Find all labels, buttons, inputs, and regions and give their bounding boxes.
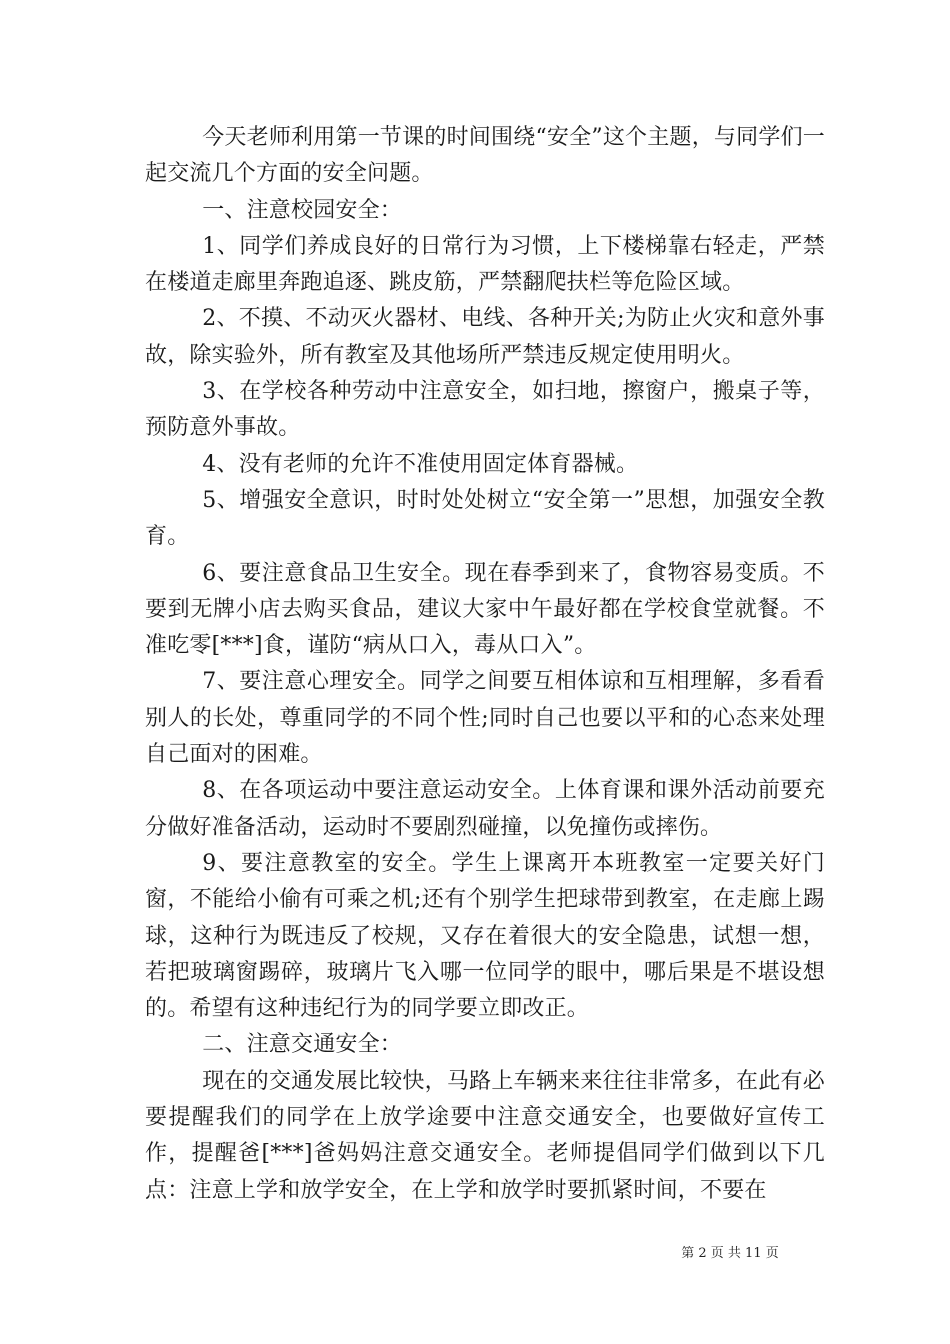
document-body bbox=[145, 120, 825, 1209]
paragraph-item-4: 4、没有老师的允许不准使用固定体育器械。 bbox=[202, 451, 639, 477]
section-heading-campus-safety: 一、注意校园安全： bbox=[202, 197, 402, 223]
paragraph-item-5: 5、增强安全意识，时时处处树立“安全第一”思想，加强安全教育。 bbox=[145, 487, 825, 550]
paragraph-item-8: 8、在各项运动中要注意运动安全。上体育课和课外活动前要充分做好准备活动，运动时不要剧烈碰撞，以免撞伤或摔伤。 bbox=[145, 778, 825, 840]
paragraph-item-3: 3、在学校各种劳动中注意安全，如扫地，擦窗户，搬桌子等，预防意外事故。 bbox=[145, 379, 825, 441]
paragraph-intro: 今天老师利用第一节课的时间围绕“安全”这个主题，与同学们一起交流几个方面的安全问题。 bbox=[145, 125, 825, 187]
paragraph-item-6: 6、要注意食品卫生安全。现在春季到来了，食物容易变质。不要到无牌小店去购买食品，建议大家中午最好都在学校食堂就餐。不准吃零[***]食，谨防“病从口入，毒从口入”。 bbox=[145, 560, 825, 659]
paragraph-item-1: 1、同学们养成良好的日常行为习惯，上下楼梯靠右轻走，严禁在楼道走廊里奔跑追逐、跳皮筋，严禁翻爬扶栏等危险区域。 bbox=[145, 233, 825, 296]
page-number-footer: 第 2 页 共 11 页 bbox=[681, 1246, 779, 1261]
section-heading-traffic-safety: 二、注意交通安全： bbox=[202, 1032, 402, 1058]
paragraph-traffic: 现在的交通发展比较快，马路上车辆来来往往非常多，在此有必要提醒我们的同学在上放学途要中注意交通安全，也要做好宣传工作，提醒爸[***]爸妈妈注意交通安全。老师提倡同学们做到以下几点：注意上学和放学安全，在上学和放学时要抓紧时间，不要在 bbox=[145, 1068, 825, 1203]
paragraph-item-7: 7、要注意心理安全。同学之间要互相体谅和互相理解，多看看别人的长处，尊重同学的不同个性;同时自己也要以平和的心态来处理自己面对的困难。 bbox=[145, 669, 825, 768]
paragraph-item-2: 2、不摸、不动灭火器材、电线、各种开关;为防止火灾和意外事故，除实验外，所有教室及其他场所严禁违反规定使用明火。 bbox=[145, 306, 825, 368]
paragraph-item-9: 9、要注意教室的安全。学生上课离开本班教室一定要关好门窗，不能给小偷有可乘之机;还有个别学生把球带到教室，在走廊上踢球，这种行为既违反了校规，又存在着很大的安全隐患，试想一想，若把玻璃窗踢碎，玻璃片飞入哪一位同学的眼中，哪后果是不堪设想的。希望有这种违纪行为的同学要立即改正。 bbox=[145, 850, 825, 1022]
